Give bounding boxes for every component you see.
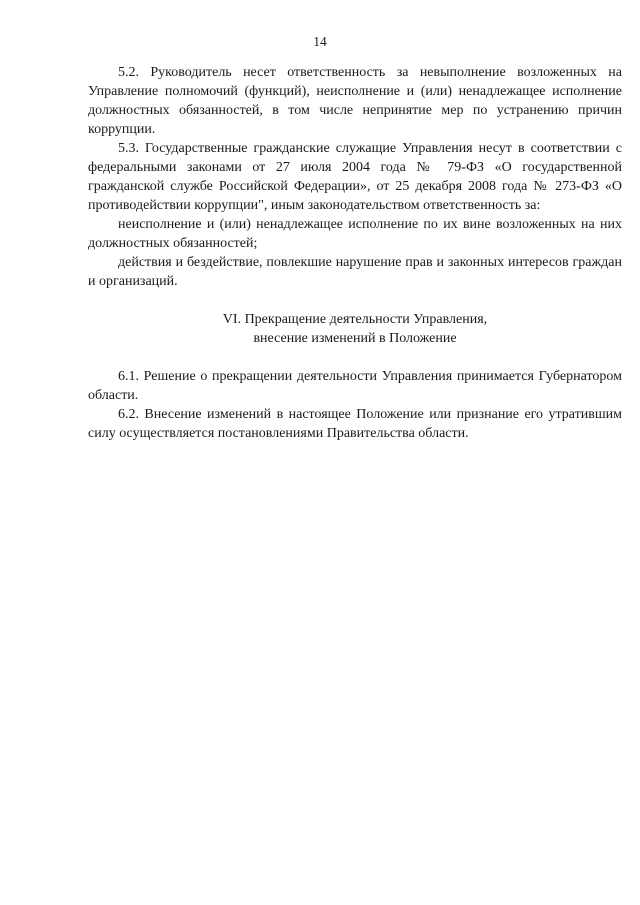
paragraph-6-2: 6.2. Внесение изменений в настоящее Положение или признание его утратившим силу осуществляется постановлениями Правительства области. [88,407,622,441]
document-body [88,63,622,443]
paragraph-5-3: 5.3. Государственные гражданские служащие Управления несут в соответствии с федеральными законами от 27 июля 2004 года № 79-ФЗ «О государственной гражданской службе Российской Федерации», от 25 декабря 2008 года № 273-ФЗ «О противодействии коррупции", иным законодательством ответственность за: [88,141,622,213]
section-heading [88,310,622,348]
section-heading-line-1: VI. Прекращение деятельности Управления, [222,312,488,327]
paragraph-5-3-item-2: действия и бездействие, повлекшие нарушение прав и законных интересов граждан и организаций. [88,255,622,289]
section-heading-line-2: внесение изменений в Положение [253,331,457,346]
paragraph-5-3-item-1: неисполнение и (или) ненадлежащее исполнение по их вине возложенных на них должностных обязанностей; [88,217,622,251]
page-number: 14 [313,34,327,49]
paragraph-6-1: 6.1. Решение о прекращении деятельности Управления принимается Губернатором области. [88,369,622,403]
paragraph-5-2: 5.2. Руководитель несет ответственность за невыполнение возложенных на Управление полномочий (функций), неисполнение и (или) ненадлежащее исполнение должностных обязанностей, в том числе непринятие мер по устранению причин коррупции. [88,65,622,137]
